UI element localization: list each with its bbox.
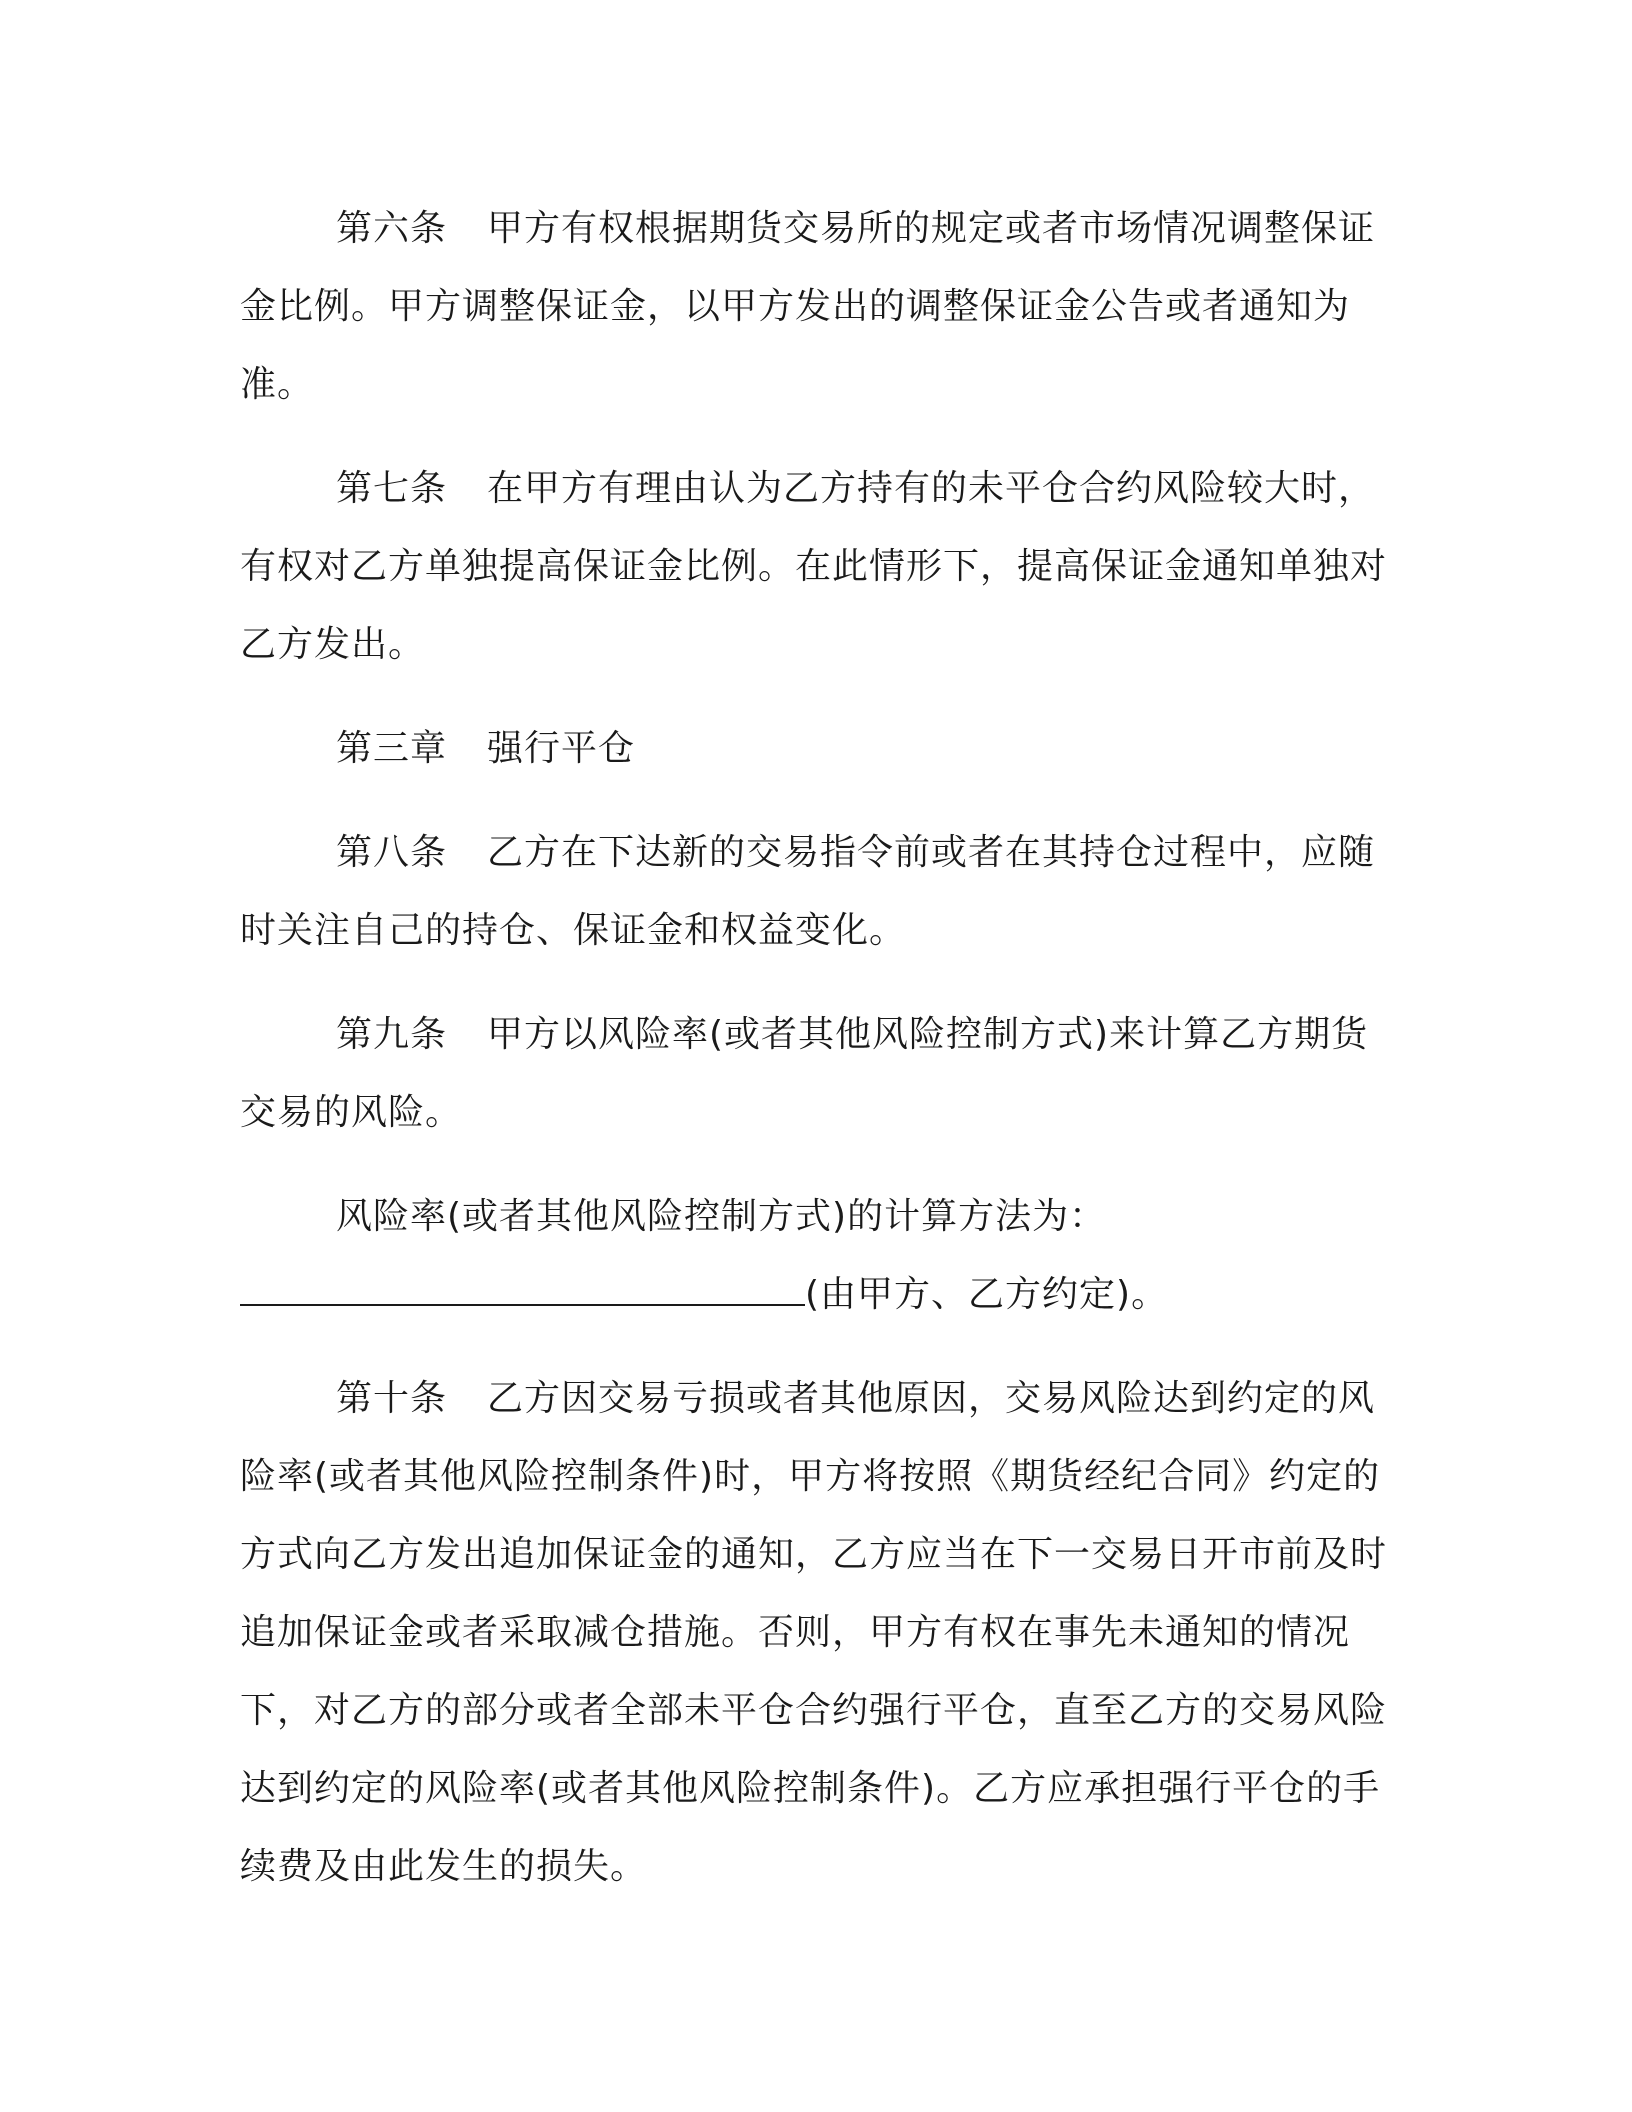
article-6 xyxy=(240,190,1390,424)
article-7-text: 在甲方有理由认为乙方持有的未平仓合约风险较大时，有权对乙方单独提高保证金比例。在此情形下，提高保证金通知单独对乙方发出。 xyxy=(240,468,1388,665)
article-9 xyxy=(240,996,1390,1152)
chapter-3-label: 第三章 xyxy=(336,728,448,769)
article-6-label: 第六条 xyxy=(336,208,448,249)
chapter-3-heading xyxy=(240,710,1390,788)
article-8 xyxy=(240,814,1390,970)
article-7 xyxy=(240,450,1390,684)
article-10-label: 第十条 xyxy=(336,1378,448,1419)
article-7-label: 第七条 xyxy=(336,468,448,509)
article-8-text: 乙方在下达新的交易指令前或者在其持仓过程中，应随时关注自己的持仓、保证金和权益变化。 xyxy=(240,832,1376,951)
article-8-label: 第八条 xyxy=(336,832,448,873)
risk-formula-suffix: (由甲方、乙方约定)。 xyxy=(805,1274,1169,1315)
chapter-3-title: 强行平仓 xyxy=(487,728,636,769)
fill-in-blank xyxy=(240,1258,805,1306)
article-9-text: 甲方以风险率(或者其他风险控制方式)来计算乙方期货交易的风险。 xyxy=(240,1014,1369,1133)
article-10 xyxy=(240,1360,1390,1906)
document-page xyxy=(240,190,1390,1932)
risk-formula-text: 风险率(或者其他风险控制方式)的计算方法为： xyxy=(336,1196,1107,1237)
article-10-text: 乙方因交易亏损或者其他原因，交易风险达到约定的风险率(或者其他风险控制条件)时，甲方将按照《期货经纪合同》约定的方式向乙方发出追加保证金的通知，乙方应当在下一交易日开市前及时追加保证金或者采取减仓措施。否则，甲方有权在事先未通知的情况下，对乙方的部分或者全部未平仓合约强行平仓，直至乙方的交易风险达到约定的风险率(或者其他风险控制条件)。乙方应承担强行平仓的手续费及由此发生的损失。 xyxy=(240,1378,1388,1887)
risk-formula xyxy=(240,1178,1390,1334)
article-9-label: 第九条 xyxy=(336,1014,448,1055)
article-6-text: 甲方有权根据期货交易所的规定或者市场情况调整保证金比例。甲方调整保证金，以甲方发出的调整保证金公告或者通知为准。 xyxy=(240,208,1376,405)
